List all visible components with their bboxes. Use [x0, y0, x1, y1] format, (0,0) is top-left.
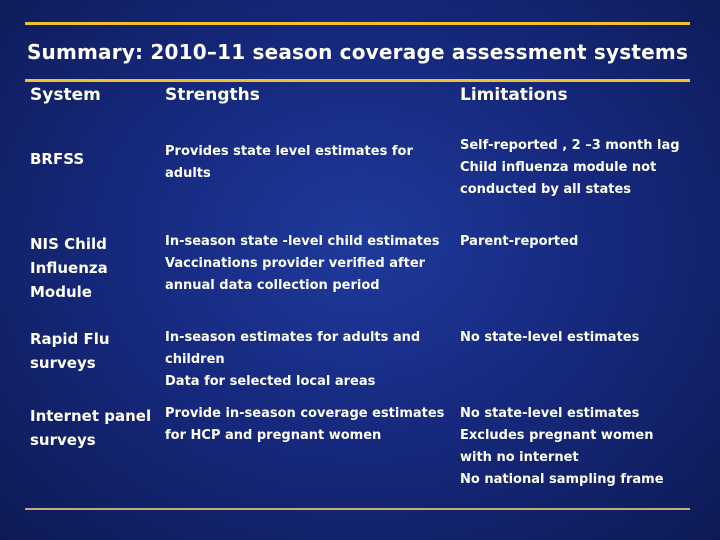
table-row-limitations: No state-level estimates Excludes pregnant women with no internet No national sampling frame	[460, 406, 664, 487]
slide-title: Summary: 2010–11 season coverage assessment systems	[26, 40, 689, 64]
table-row-strengths: Provides state level estimates for adults	[165, 144, 413, 181]
table-row-system: BRFSS	[30, 150, 85, 168]
column-header-strengths: Strengths	[165, 85, 260, 105]
table-row-system: Internet panel surveys	[30, 407, 152, 449]
table-row-system: NIS Child Influenza Module	[30, 235, 108, 301]
table-row-strengths: In-season state -level child estimates Vaccinations provider verified after annual data collection period	[165, 234, 440, 293]
top-divider	[25, 22, 690, 25]
header-divider	[25, 79, 690, 82]
table-row-limitations: Self-reported , 2 –3 month lag Child influenza module not conducted by all states	[460, 138, 680, 197]
column-header-limitations: Limitations	[460, 85, 568, 105]
table-row-system: Rapid Flu surveys	[30, 330, 110, 372]
column-header-system: System	[30, 85, 101, 105]
bottom-divider	[25, 508, 690, 510]
table-row-strengths: In-season estimates for adults and children Data for selected local areas	[165, 330, 421, 389]
table-row-limitations: Parent-reported	[460, 234, 579, 249]
table-row-strengths: Provide in-season coverage estimates for HCP and pregnant women	[165, 406, 445, 443]
table-row-limitations: No state-level estimates	[460, 330, 640, 345]
